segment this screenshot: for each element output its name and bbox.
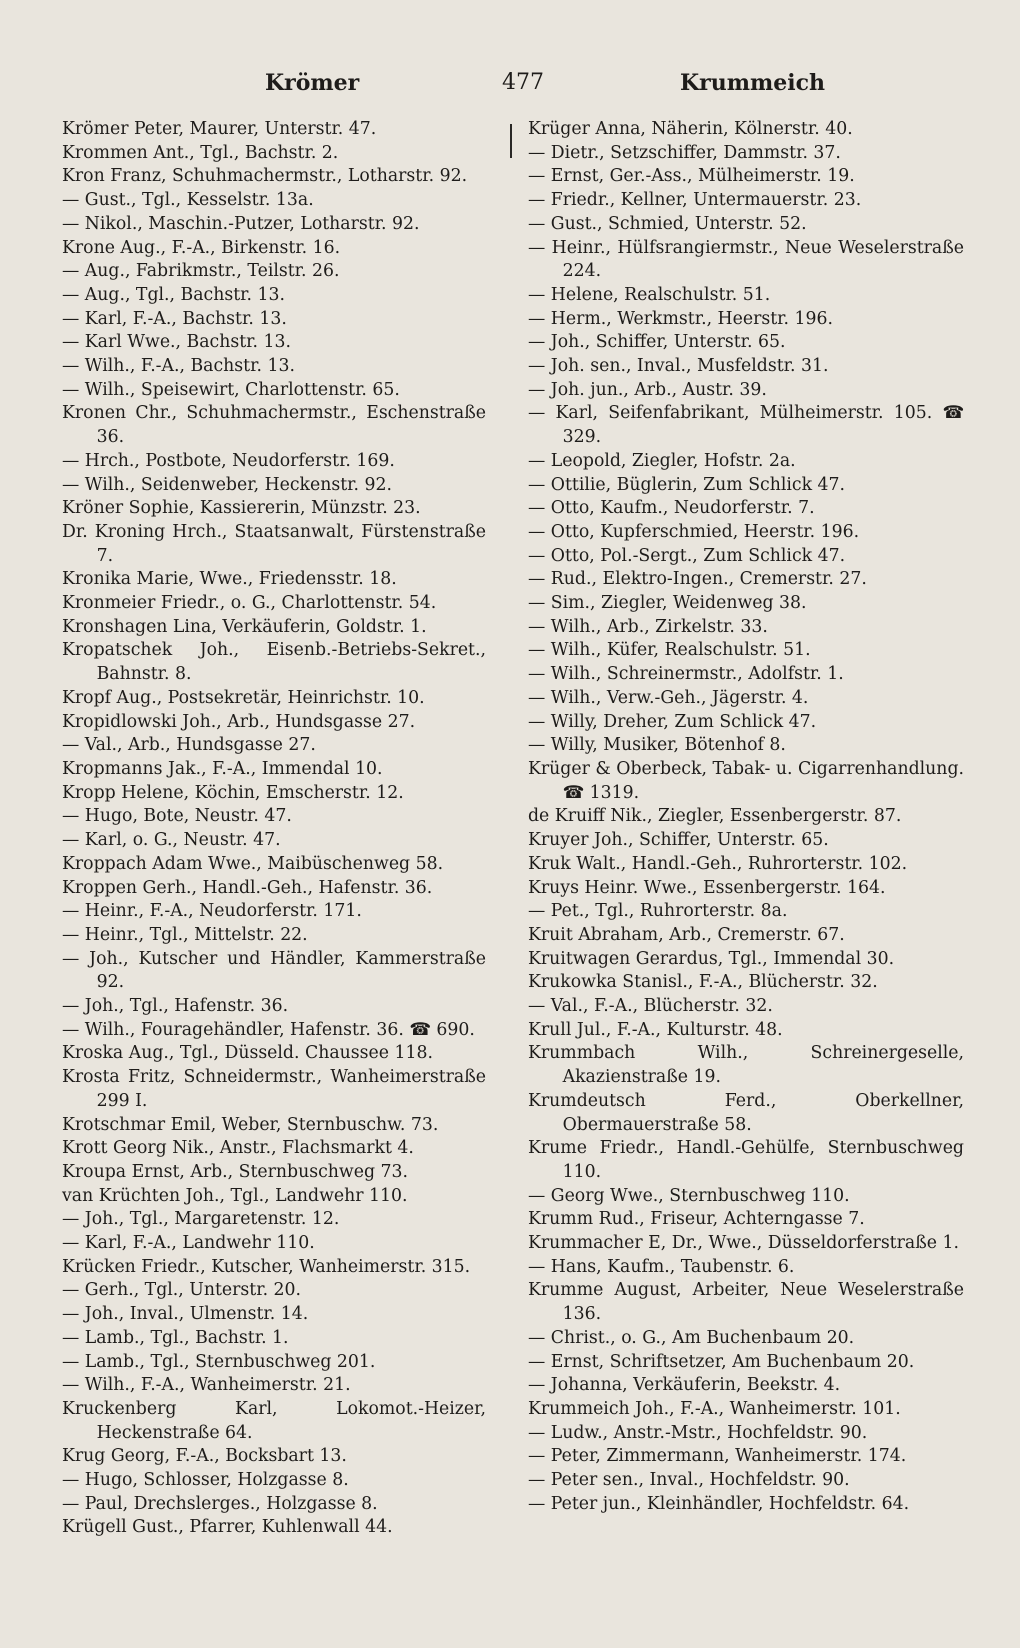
directory-entry: Kroppach Adam Wwe., Maibüschenweg 58. [62, 853, 444, 874]
directory-entry: — Heinr., Tgl., Mittelstr. 22. [62, 924, 308, 945]
header-first-name: Krömer [265, 70, 360, 96]
directory-entry: — Pet., Tgl., Ruhrorterstr. 8a. [528, 901, 788, 922]
directory-entry: Krukowka Stanisl., F.-A., Blücherstr. 32. [528, 972, 878, 993]
directory-entry: Krömer Peter, Maurer, Unterstr. 47. [62, 119, 377, 139]
directory-entry: — Peter sen., Inval., Hochfeldstr. 90. [528, 1470, 850, 1491]
directory-entry: Kron Franz, Schuhmachermstr., Lotharstr. 92. [62, 166, 468, 187]
directory-entry: — Otto, Pol.-Sergt., Zum Schlick 47. [528, 545, 846, 566]
directory-entry: Krumme August, Arbeiter, Neue Weselerstraße 136. [528, 1280, 964, 1325]
directory-entry: — Wilh., Fouragehändler, Hafenstr. 36. ☎ 690. [62, 1019, 475, 1040]
directory-entry: — Ernst, Schriftsetzer, Am Buchenbaum 20. [528, 1351, 915, 1372]
directory-entry: Krull Jul., F.-A., Kulturstr. 48. [528, 1019, 783, 1040]
directory-entry: — Joh., Schiffer, Unterstr. 65. [528, 332, 786, 353]
directory-entry: — Georg Wwe., Sternbuschweg 110. [528, 1185, 850, 1206]
directory-entry: Krüger & Oberbeck, Tabak- u. Cigarrenhandlung. ☎ 1319. [528, 758, 964, 803]
directory-entry: Krosta Fritz, Schneidermstr., Wanheimerstraße 299 I. [62, 1067, 486, 1111]
directory-entry: Kronen Chr., Schuhmachermstr., Eschenstraße 36. [62, 403, 486, 448]
directory-entry: — Wilh., F.-A., Wanheimerstr. 21. [62, 1375, 351, 1396]
directory-entry: — Val., F.-A., Blücherstr. 32. [528, 996, 773, 1017]
directory-entry: — Ludw., Anstr.-Mstr., Hochfeldstr. 90. [528, 1422, 868, 1443]
directory-entry: — Hugo, Bote, Neustr. 47. [62, 806, 292, 827]
directory-entry: — Ottilie, Büglerin, Zum Schlick 47. [528, 474, 846, 495]
directory-entry: Kropf Aug., Postsekretär, Heinrichstr. 10. [62, 687, 425, 708]
directory-entry: — Val., Arb., Hundsgasse 27. [62, 735, 316, 756]
directory-entry: Kruys Heinr. Wwe., Essenbergerstr. 164. [528, 877, 886, 898]
directory-entry: — Hugo, Schlosser, Holzgasse 8. [62, 1470, 349, 1491]
directory-entry: — Karl, o. G., Neustr. 47. [62, 830, 281, 851]
directory-entry: Kruckenberg Karl, Lokomot.-Heizer, Heckenstraße 64. [62, 1398, 486, 1443]
directory-entry: — Otto, Kaufm., Neudorferstr. 7. [528, 498, 815, 519]
directory-entry: — Joh. jun., Arb., Austr. 39. [528, 379, 767, 400]
directory-entry: Kropmanns Jak., F.-A., Immendal 10. [62, 758, 383, 779]
directory-entry: — Wilh., Arb., Zirkelstr. 33. [528, 616, 768, 637]
directory-entry: — Paul, Drechslerges., Holzgasse 8. [62, 1493, 378, 1514]
directory-entry: Krumm Rud., Friseur, Achterngasse 7. [528, 1209, 865, 1230]
directory-entry: Kronmeier Friedr., o. G., Charlottenstr. 54. [62, 593, 437, 614]
directory-entry: Kronshagen Lina, Verkäuferin, Goldstr. 1. [62, 616, 427, 637]
directory-entry: — Karl, Seifenfabrikant, Mülheimerstr. 105. ☎ 329. [528, 403, 964, 448]
directory-entry: Krommen Ant., Tgl., Bachstr. 2. [62, 142, 339, 163]
directory-entry: Krone Aug., F.-A., Birkenstr. 16. [62, 237, 341, 258]
directory-entry: — Gust., Schmied, Unterstr. 52. [528, 213, 807, 234]
directory-entry: — Gerh., Tgl., Unterstr. 20. [62, 1280, 302, 1301]
directory-entry: — Nikol., Maschin.-Putzer, Lotharstr. 92. [62, 213, 420, 234]
page-number: 477 [502, 70, 544, 95]
directory-entry: Krume Friedr., Handl.-Gehülfe, Sternbuschweg 110. [528, 1138, 964, 1182]
directory-entry: — Wilh., Seidenweber, Heckenstr. 92. [62, 474, 393, 495]
directory-entry: van Krüchten Joh., Tgl., Landwehr 110. [62, 1185, 408, 1206]
directory-entry: — Gust., Tgl., Kesselstr. 13a. [62, 190, 314, 211]
directory-entry: Kruit Abraham, Arb., Cremerstr. 67. [528, 924, 845, 945]
directory-entry: Kruyer Joh., Schiffer, Unterstr. 65. [528, 830, 829, 851]
directory-entry: — Heinr., F.-A., Neudorferstr. 171. [62, 901, 362, 922]
page-header [60, 70, 970, 102]
directory-entry: Kroupa Ernst, Arb., Sternbuschweg 73. [62, 1161, 408, 1182]
directory-entry: — Aug., Fabrikmstr., Teilstr. 26. [62, 261, 340, 282]
directory-entry: Kropatschek Joh., Eisenb.-Betriebs-Sekret., Bahnstr. 8. [62, 640, 486, 685]
directory-entry: Kroppen Gerh., Handl.-Geh., Hafenstr. 36. [62, 877, 433, 898]
directory-entry: — Heinr., Hülfsrangiermstr., Neue Weselerstraße 224. [528, 237, 964, 282]
directory-entry: — Dietr., Setzschiffer, Dammstr. 37. [528, 142, 841, 163]
directory-entry: — Peter jun., Kleinhändler, Hochfeldstr. 64. [528, 1493, 910, 1514]
directory-entry: — Lamb., Tgl., Bachstr. 1. [62, 1327, 289, 1348]
directory-entry: — Joh., Inval., Ulmenstr. 14. [62, 1304, 309, 1325]
directory-entry: Krummeich Joh., F.-A., Wanheimerstr. 101. [528, 1398, 901, 1419]
directory-entry: Krott Georg Nik., Anstr., Flachsmarkt 4. [62, 1138, 414, 1159]
directory-entry: — Leopold, Ziegler, Hofstr. 2a. [528, 450, 796, 471]
directory-entry: — Wilh., Schreinermstr., Adolfstr. 1. [528, 664, 844, 685]
directory-entry: Kruitwagen Gerardus, Tgl., Immendal 30. [528, 948, 895, 969]
directory-entry: Krüger Anna, Näherin, Kölnerstr. 40. [528, 119, 853, 139]
directory-entry: — Hrch., Postbote, Neudorferstr. 169. [62, 450, 395, 471]
directory-entry: — Wilh., Speisewirt, Charlottenstr. 65. [62, 379, 400, 400]
directory-entry: — Herm., Werkmstr., Heerstr. 196. [528, 308, 833, 329]
directory-entry: — Aug., Tgl., Bachstr. 13. [62, 284, 285, 305]
directory-entry: — Christ., o. G., Am Buchenbaum 20. [528, 1327, 855, 1348]
directory-entry: Dr. Kroning Hrch., Staatsanwalt, Fürstenstraße 7. [62, 521, 486, 566]
directory-entry: Krummacher E, Dr., Wwe., Düsseldorferstraße 1. [528, 1233, 959, 1254]
header-last-name: Krummeich [680, 70, 826, 96]
column-divider [510, 124, 512, 158]
directory-entry: — Wilh., Verw.-Geh., Jägerstr. 4. [528, 687, 809, 708]
directory-entry: Krumdeutsch Ferd., Oberkellner, Obermauerstraße 58. [528, 1090, 964, 1135]
directory-entry: — Wilh., F.-A., Bachstr. 13. [62, 356, 295, 377]
directory-entry: — Joh. sen., Inval., Musfeldstr. 31. [528, 356, 829, 377]
right-column [528, 118, 964, 1516]
directory-entry: — Karl Wwe., Bachstr. 13. [62, 332, 291, 353]
directory-entry: — Hans, Kaufm., Taubenstr. 6. [528, 1256, 795, 1277]
directory-entry: — Joh., Tgl., Margaretenstr. 12. [62, 1209, 340, 1230]
directory-entry: — Rud., Elektro-Ingen., Cremerstr. 27. [528, 569, 867, 590]
directory-entry: — Joh., Kutscher und Händler, Kammerstraße 92. [62, 948, 486, 993]
directory-entry: — Helene, Realschulstr. 51. [528, 284, 771, 305]
directory-entry: — Karl, F.-A., Bachstr. 13. [62, 308, 287, 329]
directory-entry: Krügell Gust., Pfarrer, Kuhlenwall 44. [62, 1517, 393, 1538]
directory-entry: Kronika Marie, Wwe., Friedensstr. 18. [62, 569, 397, 590]
directory-entry: — Otto, Kupferschmied, Heerstr. 196. [528, 521, 860, 542]
directory-entry: — Johanna, Verkäuferin, Beekstr. 4. [528, 1375, 841, 1396]
directory-entry: Kruk Walt., Handl.-Geh., Ruhrorterstr. 102. [528, 853, 908, 874]
directory-entry: — Peter, Zimmermann, Wanheimerstr. 174. [528, 1446, 907, 1467]
directory-entry: Krotschmar Emil, Weber, Sternbuschw. 73. [62, 1114, 439, 1135]
directory-entry: — Friedr., Kellner, Untermauerstr. 23. [528, 190, 862, 211]
directory-entry: Kropidlowski Joh., Arb., Hundsgasse 27. [62, 711, 416, 732]
directory-entry: Kropp Helene, Köchin, Emscherstr. 12. [62, 782, 404, 803]
directory-entry: — Wilh., Küfer, Realschulstr. 51. [528, 640, 811, 661]
directory-entry: Kröner Sophie, Kassiererin, Münzstr. 23. [62, 498, 421, 519]
directory-entry: Kroska Aug., Tgl., Düsseld. Chaussee 118. [62, 1043, 433, 1064]
directory-entry: — Karl, F.-A., Landwehr 110. [62, 1233, 315, 1254]
directory-entry: — Lamb., Tgl., Sternbuschweg 201. [62, 1351, 376, 1372]
directory-entry: — Sim., Ziegler, Weidenweg 38. [528, 593, 807, 614]
directory-entry: Krücken Friedr., Kutscher, Wanheimerstr. 315. [62, 1256, 471, 1277]
directory-entry: — Willy, Musiker, Bötenhof 8. [528, 735, 786, 756]
directory-entry: Krug Georg, F.-A., Bocksbart 13. [62, 1446, 347, 1467]
left-column [62, 118, 486, 1540]
directory-entry: — Willy, Dreher, Zum Schlick 47. [528, 711, 817, 732]
directory-entry: — Ernst, Ger.-Ass., Mülheimerstr. 19. [528, 166, 855, 187]
directory-entry: de Kruiff Nik., Ziegler, Essenbergerstr. 87. [528, 806, 902, 827]
directory-entry: Krummbach Wilh., Schreinergeselle, Akazienstraße 19. [528, 1043, 964, 1088]
directory-entry: — Joh., Tgl., Hafenstr. 36. [62, 996, 289, 1017]
